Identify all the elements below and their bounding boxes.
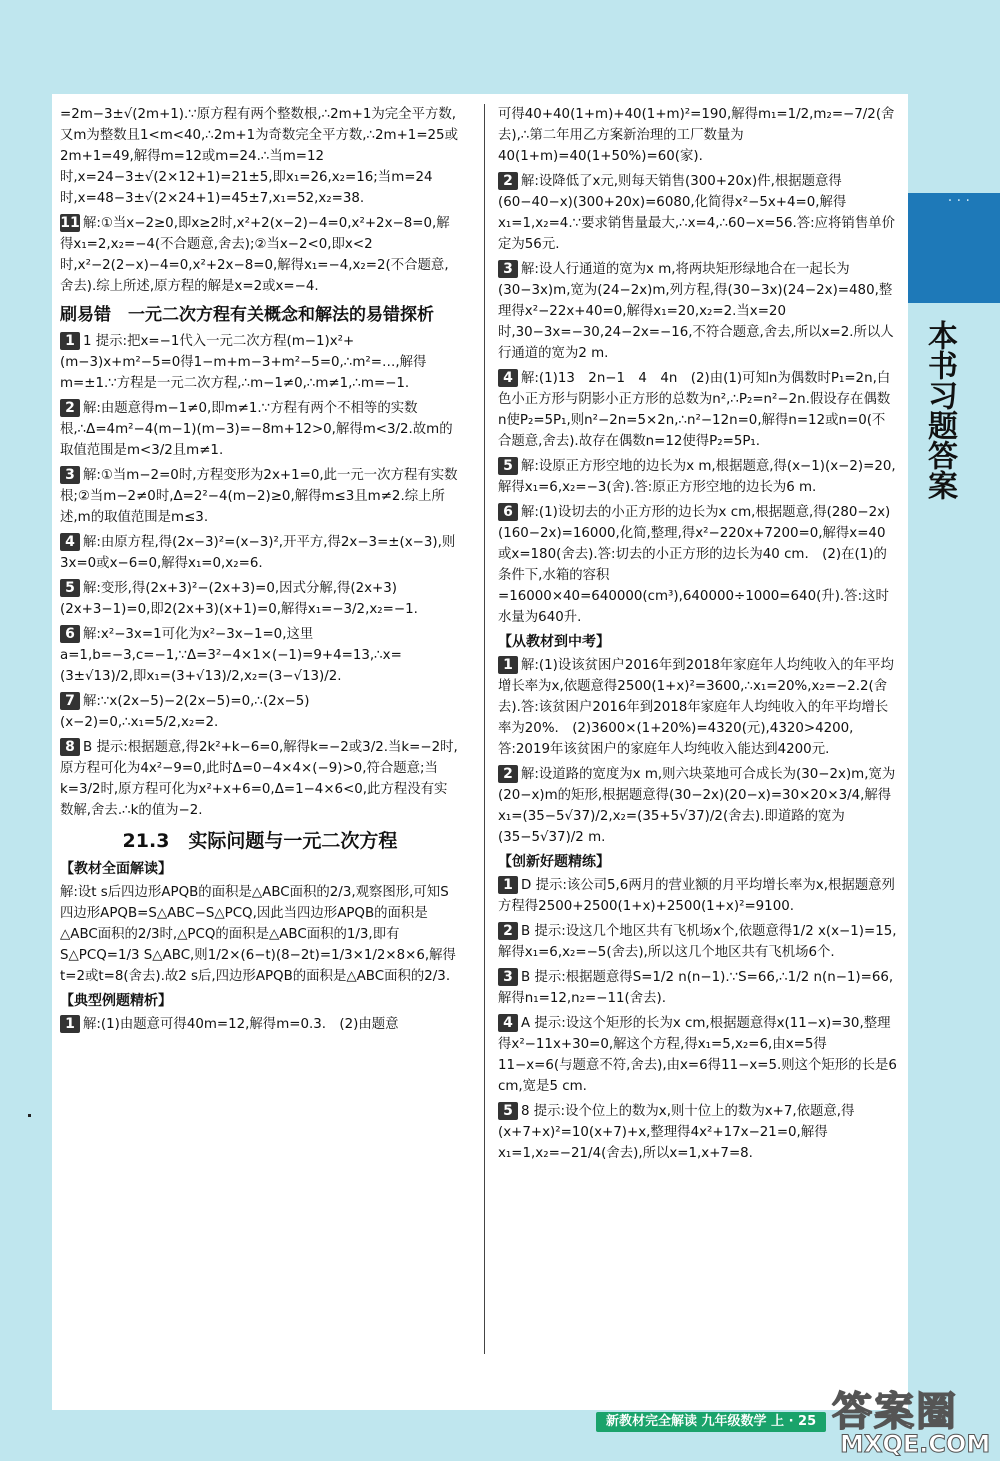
subheading-exam: 【从教材到中考】: [498, 634, 610, 650]
answer-number: 7: [60, 692, 80, 710]
answer-item: [498, 764, 898, 848]
answer-item: [498, 1013, 898, 1097]
answer-item: [60, 691, 460, 733]
answer-text: 1 提示:把x=−1代入一元二次方程(m−1)x²+(m−3)x+m²−5=0得1−m+m−3+m²−5=0,∴m²=…,解得m=±1.∵方程是一元二次方程,∴m−1≠0,∴m≠1,∴m=−1.: [60, 334, 427, 391]
answer-number: 5: [498, 457, 518, 475]
continued-answer: 可得40+40(1+m)+40(1+m)²=190,解得m₁=1/2,m₂=−7/2(舍去),∴第二年用乙方案新治理的工厂数量为40(1+m)=40(1+50%)=60(家).: [498, 107, 895, 164]
answer-item: [498, 368, 898, 452]
answer-number: 1: [498, 656, 518, 674]
answer-11: [60, 213, 460, 297]
answer-text: D 提示:该公司5,6两月的营业额的月平均增长率为x,根据题意列方程得2500+2500(1+x)+2500(1+x)²=9100.: [498, 878, 895, 914]
watermark-url: MXQE.COM: [840, 1430, 991, 1458]
answer-item: [60, 398, 460, 461]
answer-item: [498, 502, 898, 628]
exam-questions: [498, 655, 898, 848]
watermark: [832, 1380, 992, 1460]
column-divider: [484, 104, 485, 1354]
answer-item: [498, 967, 898, 1009]
answer-number: 2: [60, 399, 80, 417]
answer-number: 6: [498, 503, 518, 521]
textbook-answer: 解:设t s后四边形APQB的面积是△ABC面积的2/3,观察图形,可知S四边形APQB=S△ABC−S△PCQ,因此当四边形APQB的面积是△ABC面积的2/3时,△PCQ的面积是△ABC面积的1/3,即有S△PCQ=1/3 S△ABC,则1/2×(6−t)(8−2t)=1/3×1/2×8×6,解得t=2或t=8(舍去).故2 s后,四边形APQB的面积是△ABC面积的2/3.: [60, 885, 456, 984]
answer-text: 解:设道路的宽度为x m,则六块菜地可合成长为(30−2x)m,宽为(20−x)m的矩形,根据题意得(30−2x)(20−x)=30×20×3/4,解得x₁=(35−5√37)/2,x₂=(35+5√37)/2(舍去).即道路的宽为(35−5√37)/2 m.: [498, 767, 896, 845]
answer-number: 5: [60, 579, 80, 597]
answer-item: [498, 921, 898, 963]
answer-item: [60, 624, 460, 687]
answer-item: [498, 875, 898, 917]
section-title: 刷易错 一元二次方程有关概念和解法的易错探析: [60, 305, 434, 325]
answer-text: 8 提示:设个位上的数为x,则十位上的数为x+7,依题意,得(x+7+x)²=10(x+7)+x,整理得4x²+17x−21=0,解得x₁=1,x₂=−21/4(舍去),所以x=1,x+7=8.: [498, 1104, 855, 1161]
answer-number: 2: [498, 922, 518, 940]
example-answer: [60, 1014, 460, 1035]
answer-text: 解:设降低了x元,则每天销售(300+20x)件,根据题意得(60−40−x)(300+20x)=6080,化简得x²−5x+4=0,解得x₁=1,x₂=4.∵要求销售量最大,∴x=4,∴60−x=56.答:应将销售单价定为56元.: [498, 174, 895, 252]
answer-item: [60, 532, 460, 574]
answer-item: [498, 456, 898, 498]
answer-text: 解:由原方程,得(2x−3)²=(x−3)²,开平方,得2x−3=±(x−3),则3x=0或x−6=0,解得x₁=0,x₂=6.: [60, 535, 456, 571]
answer-number: 4: [498, 1014, 518, 1032]
answer-item: [60, 578, 460, 620]
answer-text: 解:(1)13 2n−1 4 4n (2)由(1)可知n为偶数时P₁=2n,白色小正方形与阴影小正方形的总数为n²,∴P₂=n²−2n.假设存在偶数n使P₂=5P₁,则n²−2n=5×2n,∴n²−12n=0,解得n=12或n=0(不合题意,舍去).故存在偶数n=12使得P₂=5P₁.: [498, 371, 891, 449]
example-questions: [498, 171, 898, 628]
answer-item: [60, 331, 460, 394]
answer-text: A 提示:设这个矩形的长为x cm,根据题意得x(11−x)=30,整理得x²−11x+30=0,解这个方程,得x₁=5,x₂=6,由x=5得11−x=6(与题意不符,舍去),由x=6得11−x=5.则这个矩形的长是6 cm,宽是5 cm.: [498, 1016, 897, 1094]
answer-text: B 提示:根据题意得S=1/2 n(n−1).∵S=66,∴1/2 n(n−1)=66,解得n₁=12,n₂=−11(舍去).: [498, 970, 894, 1006]
answer-item: [498, 1101, 898, 1164]
answer-number: 11: [60, 215, 80, 231]
section-heading: 21.3 实际问题与一元二次方程: [122, 830, 398, 852]
watermark-logo: 答案圈: [832, 1389, 958, 1435]
answer-number: 4: [60, 533, 80, 551]
answer-number: 3: [498, 260, 518, 278]
side-title: 本书习题答案: [922, 320, 957, 500]
answer-item: [60, 465, 460, 528]
continued-answer: =2m−3±√(2m+1).∵原方程有两个整数根,∴2m+1为完全平方数,又m为整数且1<m<40,∴2m+1为奇数完全平方数,∴2m+1=25或2m+1=49,解得m=12或m=24.∴当m=12时,x=24−3±√(2×12+1)=21±5,即x₁=26,x₂=16;当m=24时,x=48−3±√(2×24+1)=45±7,x₁=52,x₂=38.: [60, 107, 458, 206]
answer-item: [60, 737, 460, 821]
answer-text: 解:设人行通道的宽为x m,将两块矩形绿地合在一起长为(30−3x)m,宽为(24−2x)m,列方程,得(30−3x)(24−2x)=480,整理得x²−22x+40=0,解得x₁=20,x₂=2.当x=20时,30−3x=−30,24−2x=−16,不符合题意,舍去,所以x=2.所以人行通道的宽为2 m.: [498, 262, 894, 361]
side-tab-text: · · ·: [947, 193, 970, 209]
answer-text: 解:①当m−2=0时,方程变形为2x+1=0,此一元一次方程有实数根;②当m−2≠0时,Δ=2²−4(m−2)≥0,解得m≤3且m≠2.综上所述,m的取值范围是m≤3.: [60, 468, 458, 525]
answer-text: 解:①当x−2≥0,即x≥2时,x²+2(x−2)−4=0,x²+2x−8=0,解得x₁=2,x₂=−4(不合题意,舍去);②当x−2<0,即x<2时,x²−2(2−x)−4=0,x²+2x−8=0,解得x₁=−4,x₂=2(不合题意,舍去).综上所述,原方程的解是x=2或x=−4.: [60, 216, 450, 294]
answer-text: 解:x²−3x=1可化为x²−3x−1=0,这里a=1,b=−3,c=−1,∵Δ=3²−4×1×(−1)=9+4=13,∴x=(3±√13)/2,即x₁=(3+√13)/2,x₂=(3−√13)/2.: [60, 627, 402, 684]
answer-text: B 提示:设这几个地区共有飞机场x个,依题意得1/2 x(x−1)=15,解得x₁=6,x₂=−5(舍去),所以这几个地区共有飞机场6个.: [498, 924, 897, 960]
footer-banner: 新教材完全解读 九年级数学 上 · 25: [596, 1412, 826, 1432]
error-questions: [60, 331, 460, 821]
subheading-textbook: 【教材全面解读】: [60, 861, 172, 877]
answer-number: 2: [498, 172, 518, 190]
answer-item: [498, 259, 898, 364]
answer-text: 解:(1)由题意可得40m=12,解得m=0.3. (2)由题意: [83, 1017, 399, 1032]
answer-number: 3: [60, 466, 80, 484]
margin-dot: [28, 1114, 31, 1117]
subheading-innovation: 【创新好题精练】: [498, 854, 610, 870]
answer-number: 1: [60, 1015, 80, 1033]
answer-number: 8: [60, 738, 80, 756]
answer-text: 解:(1)设切去的小正方形的边长为x cm,根据题意,得(280−2x)(160−2x)=16000,化简,整理,得x²−220x+7200=0,解得x=40或x=180(舍去).答:切去的小正方形的边长为40 cm. (2)在(1)的条件下,水箱的容积=16000×40=640000(cm³),640000÷1000=640(升).答:这时水量为640升.: [498, 505, 891, 625]
answer-text: 解:∵x(2x−5)−2(2x−5)=0,∴(2x−5)(x−2)=0,∴x₁=5/2,x₂=2.: [60, 694, 310, 730]
answer-text: 解:变形,得(2x+3)²−(2x+3)=0,因式分解,得(2x+3)(2x+3−1)=0,即2(2x+3)(x+1)=0,解得x₁=−3/2,x₂=−1.: [60, 581, 418, 617]
answer-number: 5: [498, 1102, 518, 1120]
answer-text: 解:设原正方形空地的边长为x m,根据题意,得(x−1)(x−2)=20,解得x₁=6,x₂=−3(舍).答:原正方形空地的边长为6 m.: [498, 459, 896, 495]
answer-text: 解:由题意得m−1≠0,即m≠1.∵方程有两个不相等的实数根,∴Δ=4m²−4(m−1)(m−3)=−8m+12>0,解得m<3/2.故m的取值范围是m<3/2且m≠1.: [60, 401, 453, 458]
innovation-questions: [498, 875, 898, 1164]
answer-number: 1: [60, 332, 80, 350]
subheading-examples: 【典型例题精析】: [60, 993, 172, 1009]
right-column: [498, 104, 898, 1168]
answer-number: 4: [498, 369, 518, 387]
answer-text: 解:(1)设该贫困户2016年到2018年家庭年人均纯收入的年平均增长率为x,依题意得2500(1+x)²=3600,∴x₁=20%,x₂=−2.2(舍去).答:该贫困户2016年到2018年家庭年人均纯收入的年平均增长率为20%. (2)3600×(1+20%)=4320(元),4320>4200,答:2019年该贫困户的家庭年人均纯收入能达到4200元.: [498, 658, 894, 757]
answer-text: B 提示:根据题意,得2k²+k−6=0,解得k=−2或3/2.当k=−2时,原方程可化为4x²−9=0,此时Δ=0−4×4×(−9)>0,符合题意;当k=3/2时,原方程可化为x²+x+6=0,Δ=1−4×6<0,此方程没有实数解,舍去.∴k的值为−2.: [60, 740, 458, 818]
side-tab: [908, 193, 1000, 303]
answer-item: [498, 171, 898, 255]
answer-item: [498, 655, 898, 760]
answer-number: 2: [498, 765, 518, 783]
answer-number: 1: [498, 876, 518, 894]
left-column: [60, 104, 460, 1039]
answer-number: 6: [60, 625, 80, 643]
answer-number: 3: [498, 968, 518, 986]
